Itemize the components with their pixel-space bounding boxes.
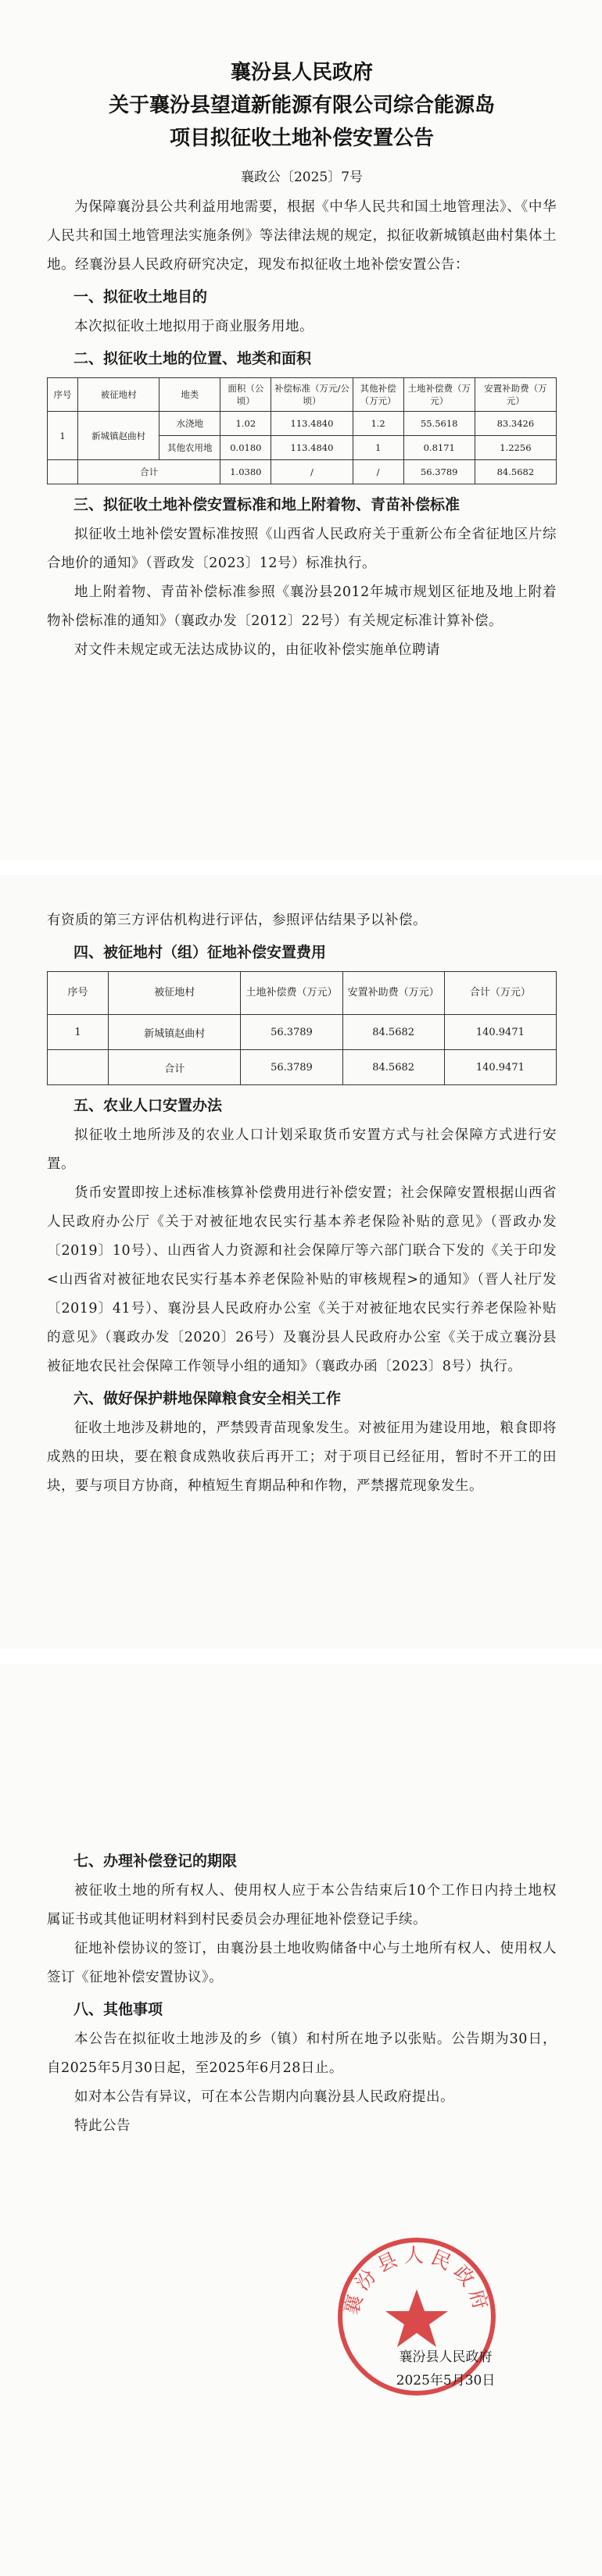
col-header: 安置补助费（万元） — [342, 972, 444, 1015]
table-row — [48, 412, 557, 436]
cell-std: / — [271, 460, 353, 484]
document-number: 襄政公〔2025〕7号 — [240, 170, 364, 185]
section-7-para: 征地补偿协议的签订，由襄汾县土地收购储备中心与土地所有权人、使用权人签订《征地补偿安置协议》。 — [47, 1941, 557, 1985]
table-total-row — [48, 460, 557, 484]
cell-seq: 1 — [48, 412, 78, 460]
cell-settle: 84.5682 — [342, 1050, 444, 1085]
cell-sum: 140.9471 — [444, 1050, 556, 1085]
section-3-para: 拟征收土地补偿安置标准按照《山西省人民政府关于重新公布全省征地区片综合地价的通知》（晋政发〔2023〕12号）标准执行。 — [47, 527, 557, 571]
cell-other: 1.2 — [353, 412, 403, 436]
section-7-heading: 七、办理补偿登记的期限 — [73, 1853, 238, 1870]
section-4-heading: 四、被征地村（组）征地补偿安置费用 — [73, 944, 327, 961]
section-5-para: 货币安置即按上述标准核算补偿费用进行补偿安置；社会保障安置根据山西省人民政府办公厅《关于对被征地农民实行基本养老保险补贴的意见》（晋政办发〔2019〕10号）、山西省人力资源和社会保障厅等六部门联合下发的《关于印发<山西省对被征地农民实行基本养老保险补贴的审核规程>的通知》（晋人社厅发〔2019〕41号）、襄汾县人民政府办公室《关于对被征地农民实行养老保险补贴的意见》（襄政办发〔2020〕26号）及襄汾县人民政府办公室《关于成立襄汾县被征地农民社会保障工作领导小组的通知》（襄政办函〔2023〕8号）执行。 — [47, 1185, 557, 1374]
notice-title-line-3: 项目拟征收土地补偿安置公告 — [169, 127, 434, 150]
cell-type: 水浇地 — [159, 412, 220, 436]
col-header: 补偿标准（万元/公顷） — [271, 378, 353, 412]
section-3-heading: 三、拟征收土地补偿安置标准和地上附着物、青苗补偿标准 — [73, 496, 460, 513]
cell-settle: 84.5682 — [342, 1015, 444, 1050]
section-1-text: 本次拟征收土地拟用于商业服务用地。 — [74, 319, 314, 334]
table-header-row — [48, 378, 557, 412]
col-header: 土地补偿费（万元） — [241, 972, 342, 1015]
col-header: 面积（公顷） — [220, 378, 271, 412]
cell-total-label: 合计 — [78, 460, 220, 484]
cell-village: 新城镇赵曲村 — [109, 1015, 241, 1050]
cell-std: 113.4840 — [271, 412, 353, 436]
cell-land: 0.8171 — [403, 436, 475, 460]
cell-area: 1.0380 — [220, 460, 271, 484]
section-8-heading: 八、其他事项 — [73, 2001, 163, 2018]
cell-area: 1.02 — [220, 412, 271, 436]
seal-text: 襄汾县人民政府 — [339, 2244, 494, 2317]
section-7-para: 被征收土地的所有权人、使用权人应于本公告结束后10个工作日内持土地权属证书或其他证明材料到村民委员会办理征地补偿登记手续。 — [47, 1883, 557, 1928]
land-area-table — [47, 377, 557, 484]
page-3 — [0, 1664, 602, 2576]
page-3-content — [0, 1844, 602, 2141]
cell-total-label: 合计 — [109, 1050, 241, 1085]
cell-land: 56.3789 — [403, 460, 475, 484]
cell-land: 56.3789 — [241, 1015, 342, 1050]
section-6-heading: 六、做好保护耕地保障粮食安全相关工作 — [73, 1390, 342, 1407]
col-header: 其他补偿（万元） — [353, 378, 403, 412]
cell-settle: 84.5682 — [475, 460, 556, 484]
section-8-para: 如对本公告有异议，可在本公告期内向襄汾县人民政府提出。 — [74, 2089, 454, 2105]
col-header: 序号 — [48, 972, 109, 1015]
page-gap — [0, 1649, 602, 1664]
section-8-closing: 特此公告 — [74, 2118, 131, 2134]
table-total-row — [48, 1050, 557, 1085]
col-header: 被征地村 — [109, 972, 241, 1015]
section-8-para: 本公告在拟征收土地涉及的乡（镇）和村所在地予以张贴。公告期为30日，自2025年5月30日起，至2025年6月28日止。 — [47, 2031, 557, 2076]
signature-date: 2025年5月30日 — [396, 2373, 496, 2388]
page-1-content — [0, 56, 602, 665]
section-3-para: 地上附着物、青苗补偿标准参照《襄汾县2012年城市规划区征地及地上附着物补偿标准的通知》（襄政办发〔2012〕22号）有关规定标准计算补偿。 — [47, 584, 557, 629]
cell-empty — [48, 460, 78, 484]
cell-empty — [48, 1050, 109, 1085]
cell-type: 其他农用地 — [159, 436, 220, 460]
cell-std: 113.4840 — [271, 436, 353, 460]
cell-area: 0.0180 — [220, 436, 271, 460]
section-5-heading: 五、农业人口安置办法 — [73, 1097, 223, 1114]
col-header: 地类 — [159, 378, 220, 412]
page-2 — [0, 875, 602, 1649]
compensation-fee-table — [47, 971, 557, 1085]
col-header: 土地补偿费（万元） — [403, 378, 475, 412]
cell-settle: 1.2256 — [475, 436, 556, 460]
section-1-heading: 一、拟征收土地目的 — [73, 288, 208, 305]
cell-settle: 83.3426 — [475, 412, 556, 436]
cell-other: 1 — [353, 436, 403, 460]
table-header-row — [48, 972, 557, 1015]
col-header: 安置补助费（万元） — [475, 378, 556, 412]
signature-block — [367, 2346, 524, 2392]
page-2-content — [0, 906, 602, 1501]
intro-paragraph: 为保障襄汾县公共利益用地需要，根据《中华人民共和国土地管理法》、《中华人民共和国土地管理法实施条例》等法律法规的规定，拟征收新城镇赵曲村集体土地。经襄汾县人民政府研究决定，现发布拟征收土地补偿安置公告： — [47, 199, 557, 273]
notice-title-line-1: 襄汾县人民政府 — [230, 61, 373, 84]
col-header: 序号 — [48, 378, 78, 412]
signature-org: 襄汾县人民政府 — [399, 2349, 493, 2365]
page-1 — [0, 0, 602, 859]
col-header: 合计（万元） — [444, 972, 556, 1015]
cell-seq: 1 — [48, 1015, 109, 1050]
section-5-para: 拟征收土地所涉及的农业人口计划采取货币安置方式与社会保障方式进行安置。 — [47, 1127, 557, 1172]
cell-land: 55.5618 — [403, 412, 475, 436]
cell-other: / — [353, 460, 403, 484]
section-2-heading: 二、拟征收土地的位置、地类和面积 — [73, 350, 312, 367]
section-6-text: 征收土地涉及耕地的，严禁毁青苗现象发生。对被征用为建设用地，粮食即将成熟的田块，要在粮食成熟收获后再开工；对于项目已经征用，暂时不开工的田块，要与项目方协商，种植短生育期品种和作物，严禁撂荒现象发生。 — [47, 1420, 557, 1494]
seal-star — [385, 2289, 448, 2347]
table-row — [48, 1015, 557, 1050]
cell-sum: 140.9471 — [444, 1015, 556, 1050]
cell-land: 56.3789 — [241, 1050, 342, 1085]
notice-title-line-2: 关于襄汾县望道新能源有限公司综合能源岛 — [108, 94, 495, 117]
page-gap — [0, 859, 602, 875]
col-header: 被征地村 — [78, 378, 159, 412]
continuation-text: 有资质的第三方评估机构进行评估，参照评估结果予以补偿。 — [47, 913, 427, 928]
section-3-para: 对文件未规定或无法达成协议的，由征收补偿实施单位聘请 — [74, 642, 440, 658]
cell-village: 新城镇赵曲村 — [78, 412, 159, 460]
